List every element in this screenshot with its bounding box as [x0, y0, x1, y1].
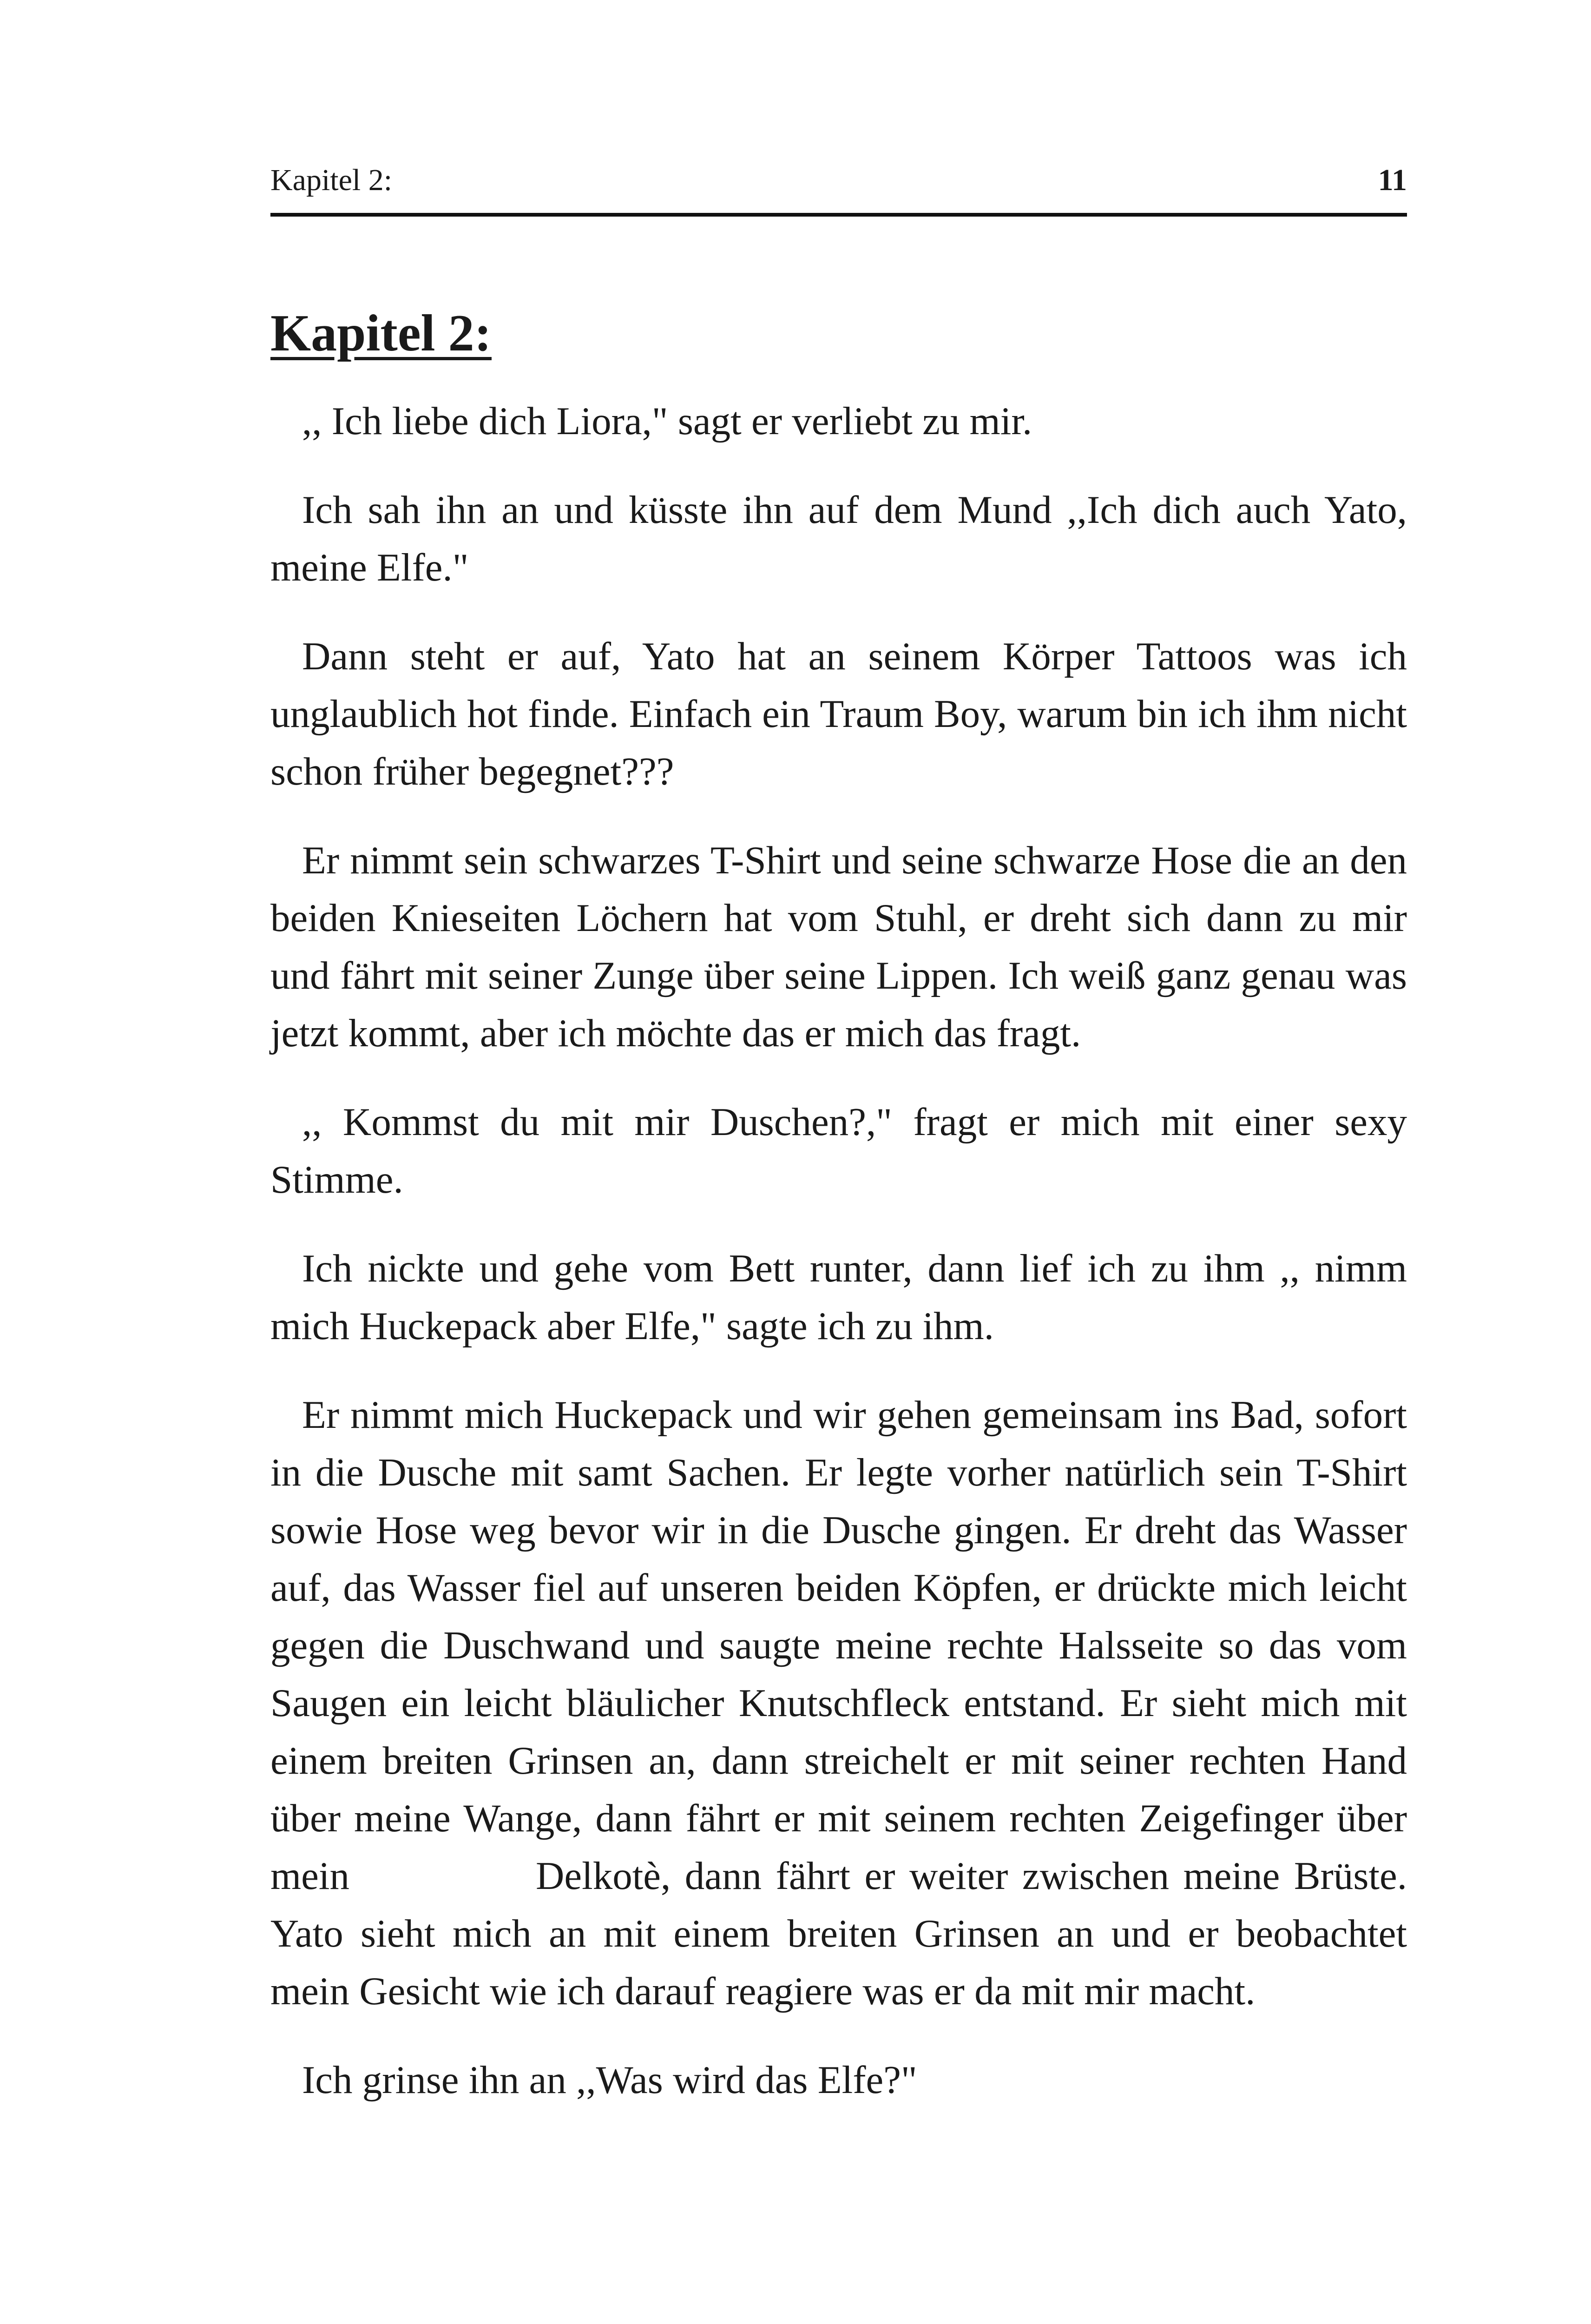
paragraph-8: Ich grinse ihn an ,,Was wird das Elfe?" [302, 2058, 917, 2102]
running-header [270, 156, 1407, 198]
paragraph-7: Er nimmt mich Huckepack und wir gehen gemeinsam ins Bad, sofort in die Dusche mit samt Sachen. Er legte vorher natürlich sein T-Shirt sowie Hose weg bevor wir in die Dusche gingen. Er dreht das Wasser auf, das Wasser fiel auf unseren beiden Köpfen, er drückte mich leicht gegen die Duschwand und saugte meine rechte Halsseite so das vom Saugen ein leicht bläulicher Knutschfleck entstand. Er sieht mich mit einem breiten Grinsen an, dann streichelt er mit seiner rechten Hand über meine Wange, dann fährt er mit seinem rechten Zeigefinger über mein Delkotè, dann fährt er weiter zwischen meine Brüste. Yato sieht mich an mit einem breiten Grinsen an und er beobachtet mein Gesicht wie ich darauf reagiere was er da mit mir macht. [270, 1393, 1407, 2014]
paragraph-2: Ich sah ihn an und küsste ihn auf dem Mund ,,Ich dich auch Yato, meine Elfe." [270, 488, 1407, 590]
header-divider [270, 213, 1407, 217]
paragraph-3: Dann steht er auf, Yato hat an seinem Körper Tattoos was ich unglaublich hot finde. Einfach ein Traum Boy, warum bin ich ihm nicht schon früher begegnet??? [270, 634, 1407, 794]
running-title: Kapitel 2: [270, 163, 393, 197]
page-number: 11 [1378, 163, 1407, 197]
chapter-body [270, 302, 1407, 2109]
paragraph-5: ,, Kommst du mit mir Duschen?," fragt er mich mit einer sexy Stimme. [270, 1100, 1407, 1202]
chapter-title: Kapitel 2: [270, 304, 492, 362]
paragraph-1: ,, Ich liebe dich Liora," sagt er verliebt zu mir. [302, 399, 1032, 443]
paragraph-4: Er nimmt sein schwarzes T-Shirt und seine schwarze Hose die an den beiden Knieseiten Löchern hat vom Stuhl, er dreht sich dann zu mir und fährt mit seiner Zunge über seine Lippen. Ich weiß ganz genau was jetzt kommt, aber ich möchte das er mich das fragt. [270, 838, 1407, 1056]
paragraph-6: Ich nickte und gehe vom Bett runter, dann lief ich zu ihm ,, nimm mich Huckepack aber Elfe," sagte ich zu ihm. [270, 1247, 1407, 1348]
